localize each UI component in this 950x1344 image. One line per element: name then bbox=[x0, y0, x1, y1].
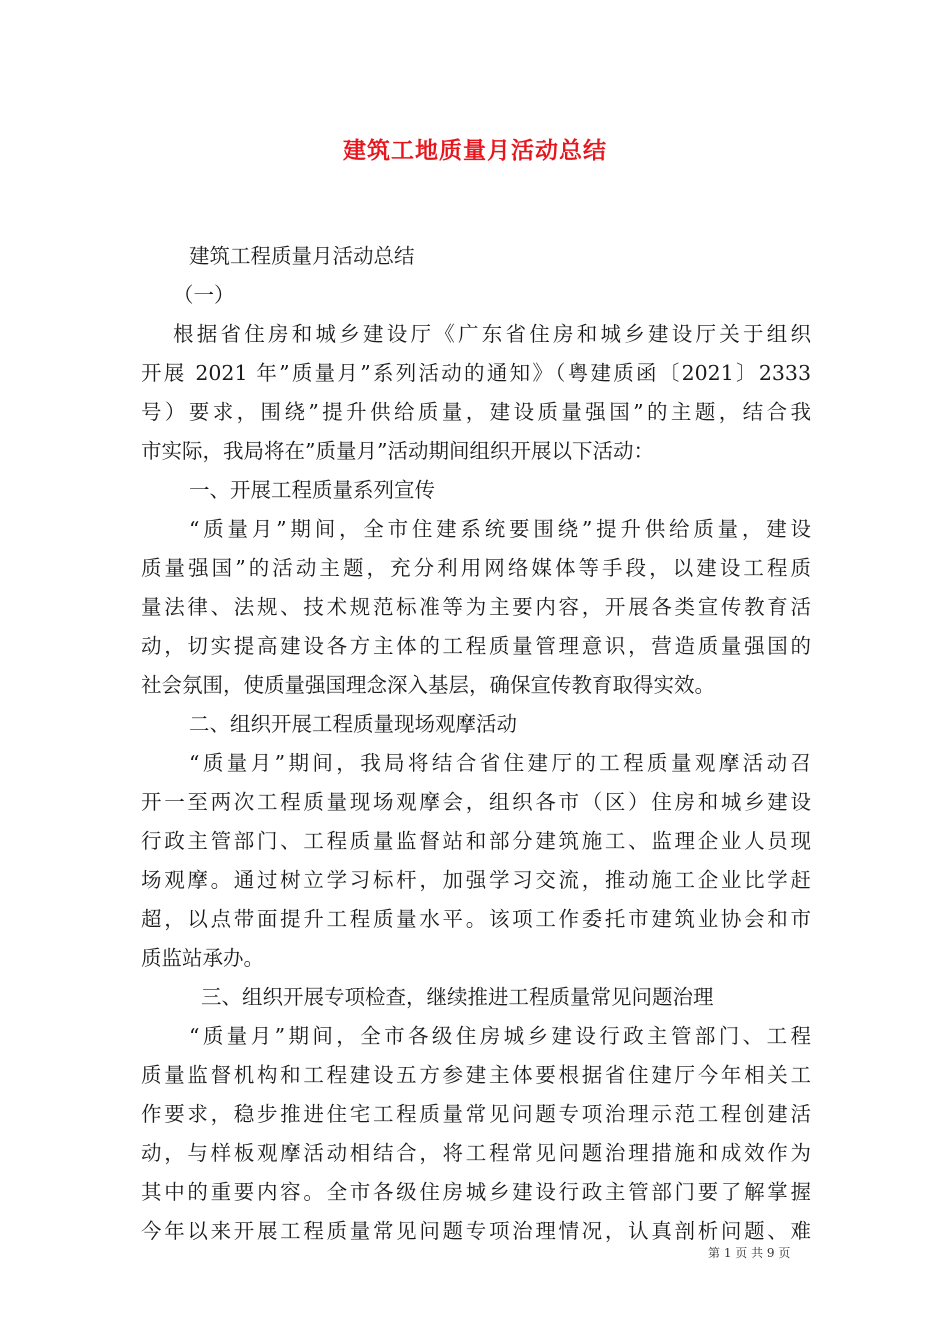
body-text-line: “质量月”期间，我局将结合省住建厅的工程质量观摩活动召 bbox=[189, 751, 811, 775]
body-text-line: 质监站承办。 bbox=[141, 946, 264, 970]
page-number-footer: 第 1 页 共 9 页 bbox=[708, 1246, 791, 1260]
body-text-line: 质量监督机构和工程建设五方参建主体要根据省住建厅今年相关工 bbox=[141, 1063, 811, 1087]
body-text-line: 社会氛围，使质量强国理念深入基层，确保宣传教育取得实效。 bbox=[141, 673, 715, 697]
body-text-line: 今年以来开展工程质量常见问题专项治理情况，认真剖析问题、难 bbox=[141, 1219, 811, 1243]
body-text-line: 开展 2021 年”质量月”系列活动的通知》（粤建质函〔2021〕2333 bbox=[141, 361, 811, 385]
document-title: 建筑工地质量月活动总结 bbox=[343, 137, 607, 164]
body-text-line: 动，与样板观摩活动相结合，将工程常见问题治理措施和成效作为 bbox=[141, 1141, 811, 1165]
body-text-line: 行政主管部门、工程质量监督站和部分建筑施工、监理企业人员现 bbox=[141, 829, 811, 853]
body-text-line: （一） bbox=[173, 283, 235, 307]
body-text-line: 根据省住房和城乡建设厅《广东省住房和城乡建设厅关于组织 bbox=[173, 322, 811, 346]
body-text-line: 开一至两次工程质量现场观摩会，组织各市（区）住房和城乡建设 bbox=[141, 790, 811, 814]
body-text-line: 一、开展工程质量系列宣传 bbox=[189, 478, 435, 502]
body-text-line: “质量月”期间，全市住建系统要围绕”提升供给质量，建设 bbox=[189, 517, 811, 541]
body-text-line: 场观摩。通过树立学习标杆，加强学习交流，推动施工企业比学赶 bbox=[141, 868, 811, 892]
body-text-line: “质量月”期间，全市各级住房城乡建设行政主管部门、工程 bbox=[189, 1024, 811, 1048]
body-text-line: 建筑工程质量月活动总结 bbox=[189, 244, 415, 268]
body-text-line: 三、组织开展专项检查，继续推进工程质量常见问题治理 bbox=[201, 985, 714, 1009]
body-text-line: 动，切实提高建设各方主体的工程质量管理意识，营造质量强国的 bbox=[141, 634, 811, 658]
body-text-line: 质量强国”的活动主题，充分利用网络媒体等手段，以建设工程质 bbox=[141, 556, 811, 580]
body-text-line: 量法律、法规、技术规范标准等为主要内容，开展各类宣传教育活 bbox=[141, 595, 811, 619]
body-text-line: 号）要求，围绕”提升供给质量，建设质量强国”的主题，结合我 bbox=[141, 400, 811, 424]
body-text-line: 其中的重要内容。全市各级住房城乡建设行政主管部门要了解掌握 bbox=[141, 1180, 811, 1204]
body-text-line: 市实际，我局将在”质量月”活动期间组织开展以下活动： bbox=[141, 439, 654, 463]
body-text-line: 作要求，稳步推进住宅工程质量常见问题专项治理示范工程创建活 bbox=[141, 1102, 811, 1126]
body-text-line: 二、组织开展工程质量现场观摩活动 bbox=[189, 712, 517, 736]
body-text-line: 超，以点带面提升工程质量水平。该项工作委托市建筑业协会和市 bbox=[141, 907, 811, 931]
